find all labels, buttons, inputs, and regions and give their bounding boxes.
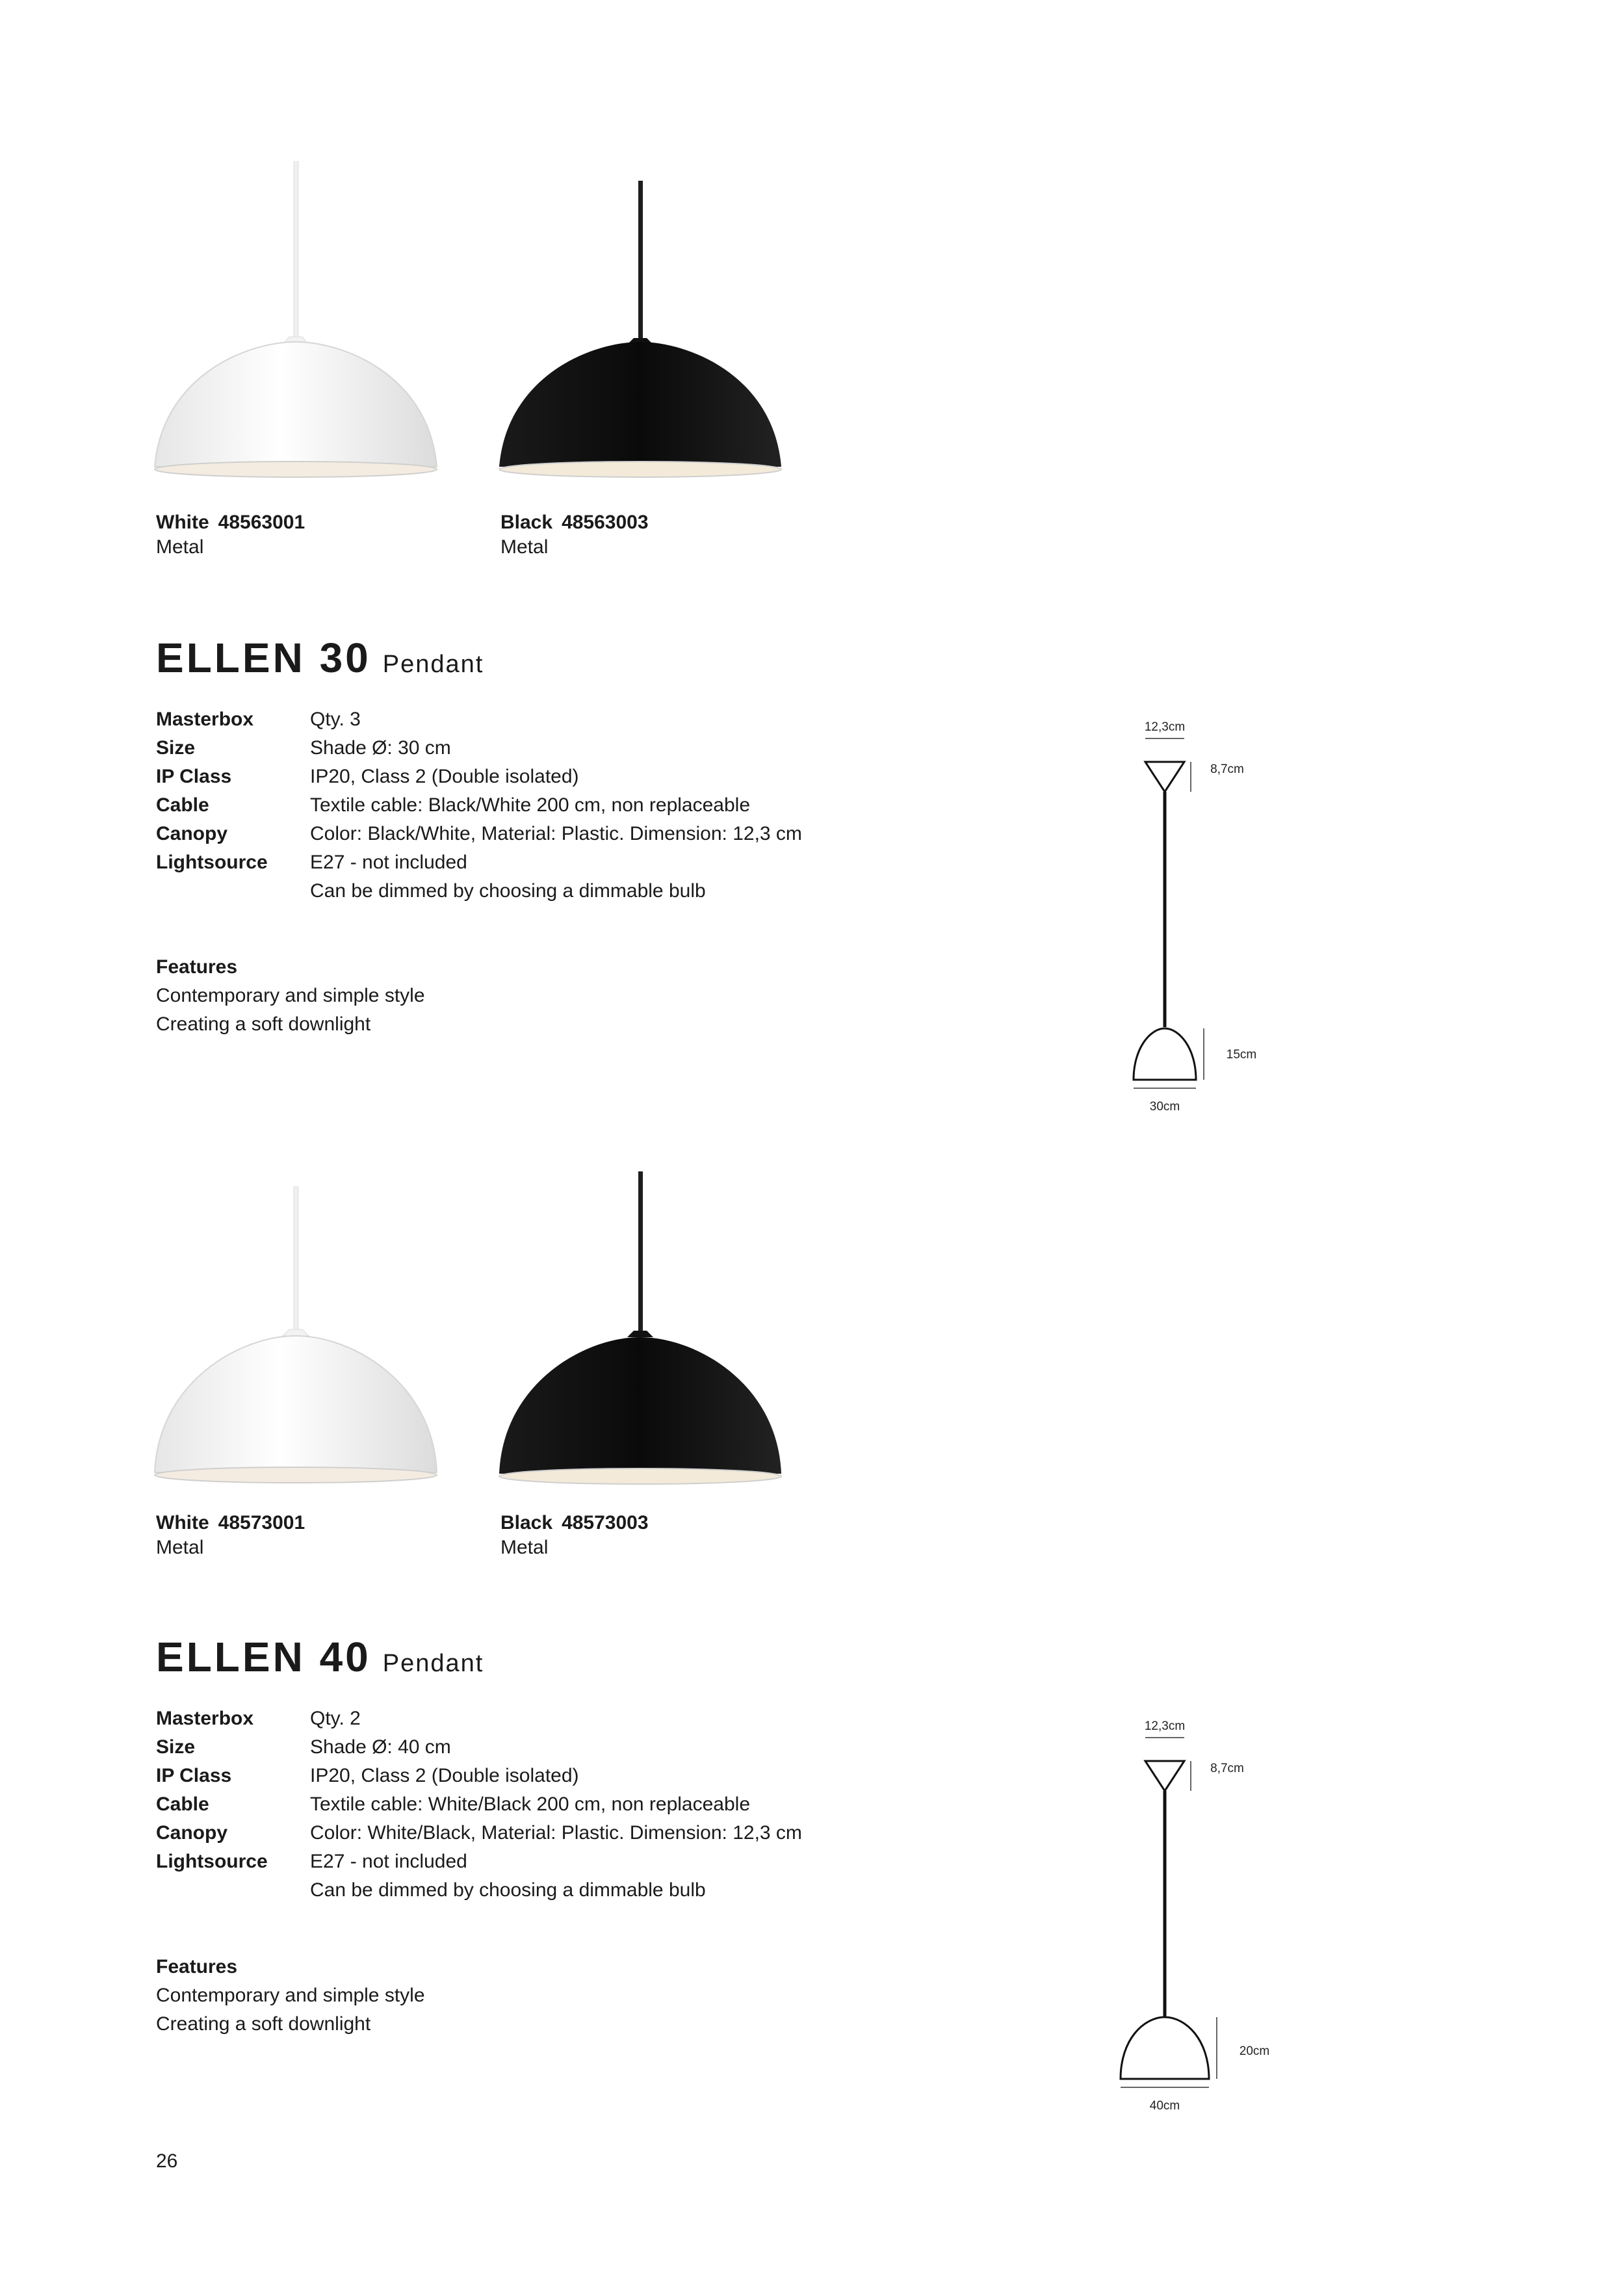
product-name: ELLEN 30 <box>156 634 371 681</box>
product-image-white-48563001 <box>149 161 442 486</box>
technical-drawing-ellen-30 <box>1105 715 1300 1118</box>
dim-canopy-width: 12,3cm <box>1144 720 1186 734</box>
spec-label: IP Class <box>156 766 232 787</box>
features-ellen-40 <box>156 1953 425 2039</box>
spec-value: Shade Ø: 40 cm <box>310 1736 451 1758</box>
product-type: Pendant <box>382 1650 484 1677</box>
features-ellen-30 <box>156 953 425 1039</box>
spec-label: Lightsource <box>156 1851 268 1872</box>
spec-value: Color: White/Black, Material: Plastic. Dimension: 12,3 cm <box>310 1822 802 1844</box>
spec-label: IP Class <box>156 1765 232 1786</box>
spec-value: Textile cable: White/Black 200 cm, non replaceable <box>310 1794 751 1815</box>
dim-shade-width: 40cm <box>1149 2099 1180 2113</box>
spec-value: Can be dimmed by choosing a dimmable bulb <box>310 1879 706 1901</box>
dim-canopy-height: 8,7cm <box>1210 1762 1244 1775</box>
technical-drawing-ellen-40 <box>1105 1714 1313 2117</box>
product-image-black-48563003 <box>494 181 786 486</box>
variant-code: 48573001 <box>218 1512 305 1533</box>
page-number: 26 <box>156 2150 178 2172</box>
features-heading: Features <box>156 1956 238 1977</box>
variant-name: Black <box>500 512 553 533</box>
variant-name: White <box>156 1512 209 1533</box>
product-type: Pendant <box>382 651 484 678</box>
spec-value: E27 - not included <box>310 852 467 873</box>
variant-code: 48563001 <box>218 512 305 533</box>
feature-item: Creating a soft downlight <box>156 2013 371 2035</box>
product-title-ellen-40 <box>156 1633 484 1681</box>
spec-value: Color: Black/White, Material: Plastic. Dimension: 12,3 cm <box>310 823 802 844</box>
spec-label: Canopy <box>156 823 228 844</box>
spec-label: Cable <box>156 1794 209 1815</box>
product-name: ELLEN 40 <box>156 1634 371 1680</box>
spec-value: E27 - not included <box>310 1851 467 1872</box>
spec-label: Size <box>156 737 196 759</box>
spec-label: Masterbox <box>156 1708 254 1729</box>
spec-value: Can be dimmed by choosing a dimmable bulb <box>310 880 706 902</box>
dim-shade-height: 15cm <box>1226 1048 1257 1062</box>
spec-value: IP20, Class 2 (Double isolated) <box>310 766 579 787</box>
variant-material: Metal <box>156 1537 204 1558</box>
variant-white-48563001 <box>156 510 305 560</box>
product-title-ellen-30 <box>156 634 484 682</box>
product-image-white-48573001 <box>149 1186 442 1492</box>
variant-material: Metal <box>156 536 204 558</box>
spec-label: Canopy <box>156 1822 228 1844</box>
dim-canopy-height: 8,7cm <box>1210 763 1244 776</box>
spec-label: Masterbox <box>156 709 254 730</box>
spec-value: Textile cable: Black/White 200 cm, non replaceable <box>310 794 751 816</box>
spec-label: Size <box>156 1736 196 1758</box>
feature-item: Contemporary and simple style <box>156 985 425 1006</box>
feature-item: Contemporary and simple style <box>156 1985 425 2006</box>
variant-code: 48563003 <box>562 512 649 533</box>
spec-value: Qty. 3 <box>310 709 361 730</box>
variant-code: 48573003 <box>562 1512 649 1533</box>
spec-value: Qty. 2 <box>310 1708 361 1729</box>
dim-shade-height: 20cm <box>1239 2044 1270 2058</box>
variant-white-48573001 <box>156 1511 305 1560</box>
spec-value: IP20, Class 2 (Double isolated) <box>310 1765 579 1786</box>
feature-item: Creating a soft downlight <box>156 1013 371 1035</box>
variant-material: Metal <box>500 1537 549 1558</box>
variant-material: Metal <box>500 536 549 558</box>
variant-name: Black <box>500 1512 553 1533</box>
variant-black-48573003 <box>500 1511 649 1560</box>
spec-value: Shade Ø: 30 cm <box>310 737 451 759</box>
variant-name: White <box>156 512 209 533</box>
spec-label: Lightsource <box>156 852 268 873</box>
spec-label: Cable <box>156 794 209 816</box>
features-heading: Features <box>156 956 238 978</box>
variant-black-48563003 <box>500 510 649 560</box>
dim-canopy-width: 12,3cm <box>1144 1719 1186 1733</box>
dim-shade-width: 30cm <box>1149 1100 1180 1114</box>
product-image-black-48573003 <box>494 1171 786 1493</box>
